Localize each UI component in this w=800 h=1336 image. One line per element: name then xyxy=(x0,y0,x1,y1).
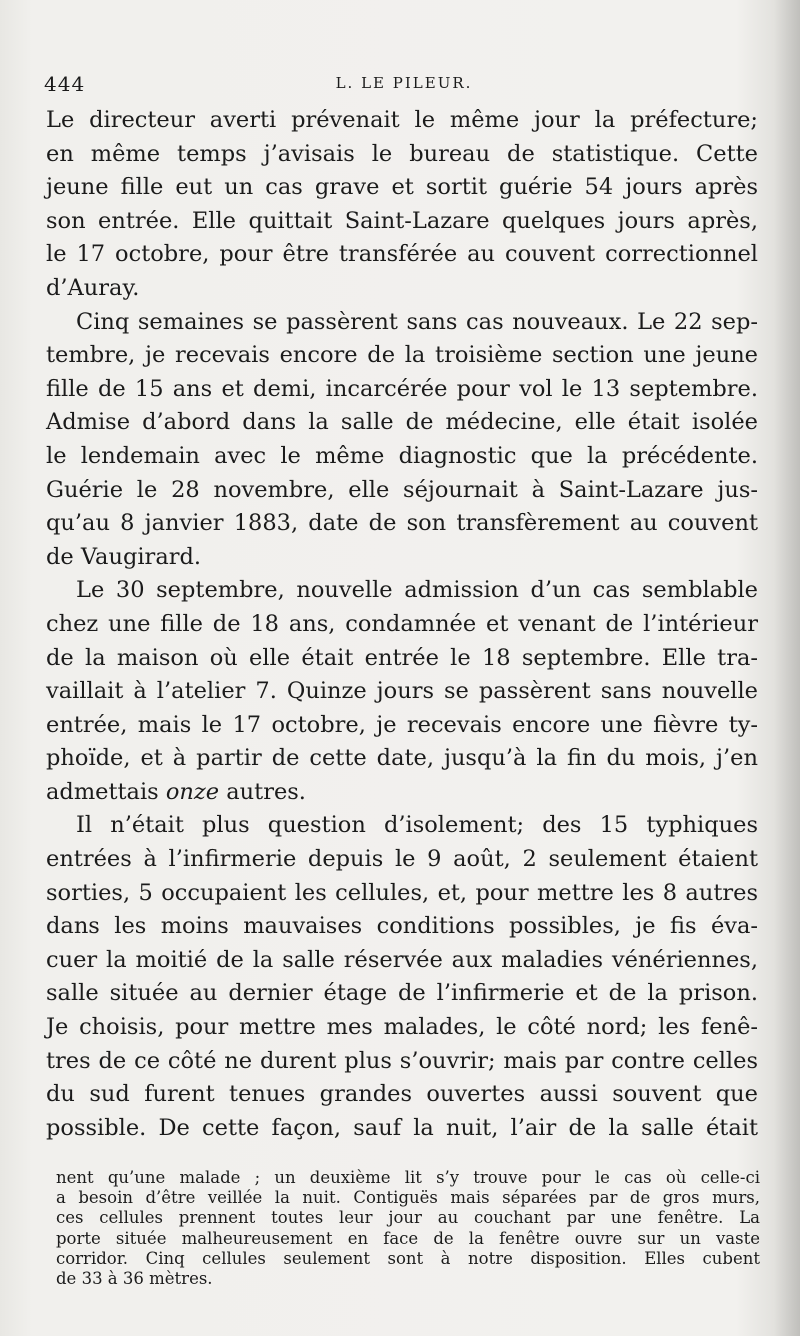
text-line: Guérie le 28 novembre, elle séjournait à Saint-Lazare jus- xyxy=(46,476,758,503)
text-line: Je choisis, pour mettre mes malades, le côté nord; les fenê- xyxy=(46,1014,758,1041)
running-title: L. LE PILEUR. xyxy=(335,74,473,92)
footnote-line: nent qu’une malade ; un deuxième lit s’y trouve pour le cas où celle-ci xyxy=(56,1168,760,1187)
text-line: qu’au 8 janvier 1883, date de son transfèrement au couvent xyxy=(46,510,758,537)
footnote-line: porte située malheureusement en face de la fenêtre ouvre sur un vaste xyxy=(56,1228,760,1248)
text-line: phoïde, et à partir de cette date, jusqu’à la fin du mois, j’en xyxy=(46,745,758,772)
footnote-line: corridor. Cinq cellules seulement sont à notre disposition. Elles cubent xyxy=(56,1248,760,1268)
text-line: fille de 15 ans et demi, incarcérée pour vol le 13 septembre. xyxy=(46,375,758,402)
text-line: tembre, je recevais encore de la troisième section une jeune xyxy=(46,342,758,369)
text-line: d’Auray. xyxy=(46,274,140,301)
footnote-line: a besoin d’être veillée la nuit. Contiguës mais séparées par de gros murs, xyxy=(56,1188,760,1208)
emphasis-word: onze xyxy=(165,778,220,805)
text-line: entrées à l’infirmerie depuis le 9 août, 2 seulement étaient xyxy=(46,846,758,873)
text-line: tres de ce côté ne durent plus s’ouvrir; mais par contre celles xyxy=(46,1047,758,1074)
text-line: le 17 octobre, pour être transférée au couvent correctionnel xyxy=(46,241,758,268)
text-line: chez une fille de 18 ans, condamnée et venant de l’intérieur xyxy=(46,610,758,637)
text-line: Le directeur averti prévenait le même jour la préfecture; xyxy=(46,107,758,133)
text-line: Admise d’abord dans la salle de médecine, elle était isolée xyxy=(46,409,758,436)
text-line: jeune fille eut un cas grave et sortit guérie 54 jours après xyxy=(46,174,758,201)
text-line: possible. De cette façon, sauf la nuit, l’air de la salle était xyxy=(46,1114,758,1141)
text-line: en même temps j’avisais le bureau de statistique. Cette xyxy=(46,140,758,167)
text-line: vaillait à l’atelier 7. Quinze jours se passèrent sans nouvelle xyxy=(46,678,758,705)
text-line: Cinq semaines se passèrent sans cas nouveaux. Le 22 sep- xyxy=(76,308,758,335)
footnote-block xyxy=(56,1168,760,1289)
text-line: salle située au dernier étage de l’infirmerie et de la prison. xyxy=(46,980,758,1007)
text-line: le lendemain avec le même diagnostic que la précédente. xyxy=(46,442,758,469)
running-head xyxy=(44,72,764,102)
page-edge-shadow xyxy=(774,0,800,1336)
footnote-line: ces cellules prennent toutes leur jour au couchant par une fenêtre. La xyxy=(56,1208,760,1228)
page-number: 444 xyxy=(44,72,86,96)
text-line: du sud furent tenues grandes ouvertes aussi souvent que xyxy=(46,1081,758,1108)
text-line: son entrée. Elle quittait Saint-Lazare quelques jours après, xyxy=(46,207,758,234)
body-text xyxy=(46,104,758,1145)
text-line: de la maison où elle était entrée le 18 septembre. Elle tra- xyxy=(46,644,758,671)
text-line: de Vaugirard. xyxy=(46,543,202,570)
text-line: Le 30 septembre, nouvelle admission d’un cas semblable xyxy=(76,577,758,604)
text-line: admettais onze autres. xyxy=(46,778,306,805)
text-line: Il n’était plus question d’isolement; des 15 typhiques xyxy=(76,812,758,839)
text-line: cuer la moitié de la salle réservée aux maladies vénériennes, xyxy=(46,946,758,973)
footnote-line: de 33 à 36 mètres. xyxy=(56,1268,213,1288)
text-line: entrée, mais le 17 octobre, je recevais encore une fièvre ty- xyxy=(46,711,758,738)
text-line: sorties, 5 occupaient les cellules, et, pour mettre les 8 autres xyxy=(46,879,758,906)
text-line: dans les moins mauvaises conditions possibles, je fis éva- xyxy=(46,913,758,940)
